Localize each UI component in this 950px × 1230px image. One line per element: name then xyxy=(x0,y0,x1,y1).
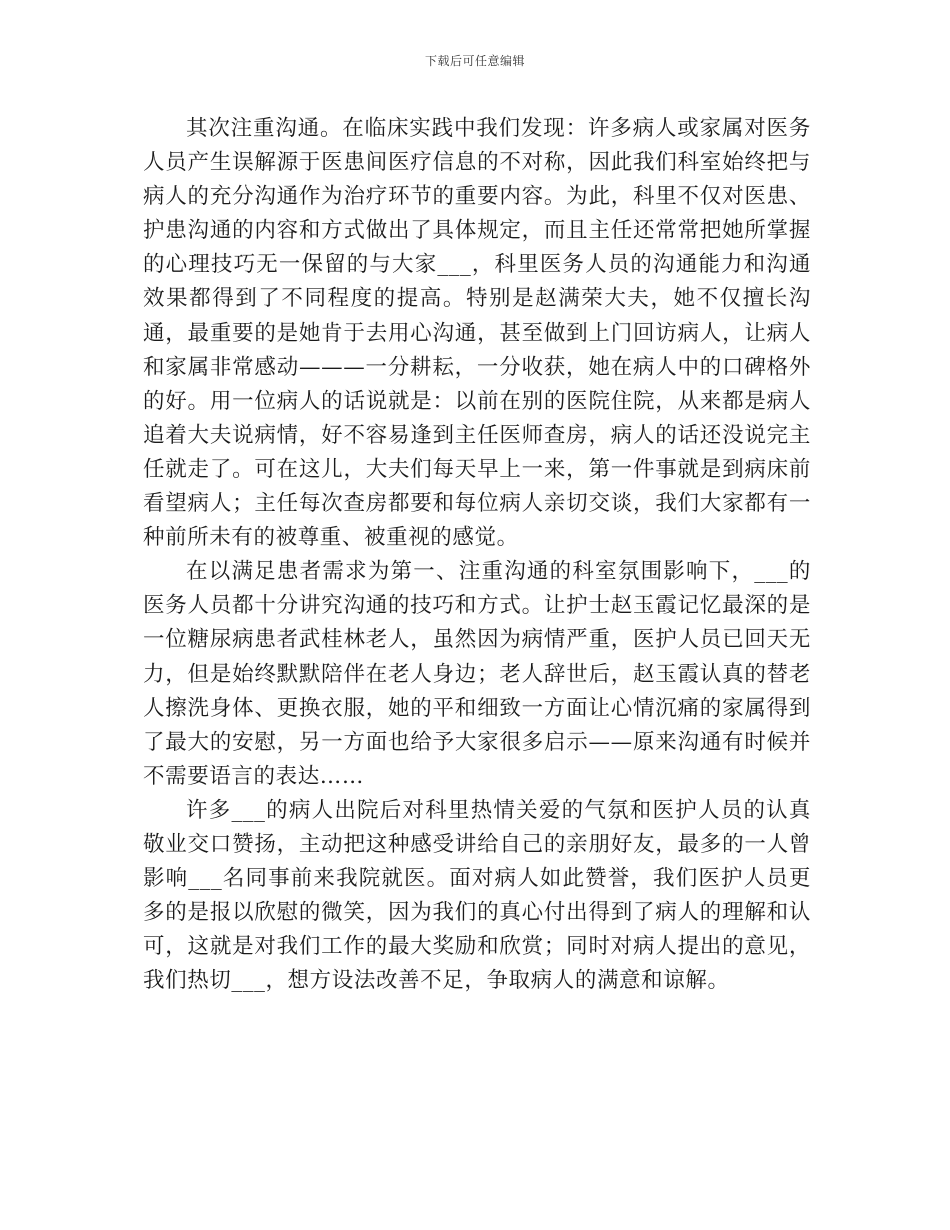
paragraph-communication: 其次注重沟通。在临床实践中我们发现：许多病人或家属对医务人员产生误解源于医患间医疗信息的不对称，因此我们科室始终把与病人的充分沟通作为治疗环节的重要内容。为此，科里不仅对医患、护患沟通的内容和方式做出了具体规定，而且主任还常常把她所掌握的心理技巧无一保留的与大家___，科里医务人员的沟通能力和沟通效果都得到了不同程度的提高。特别是赵满荣大夫，她不仅擅长沟通，最重要的是她肯于去用心沟通，甚至做到上门回访病人，让病人和家属非常感动———一分耕耘，一分收获，她在病人中的口碑格外的好。用一位病人的话说就是：以前在别的医院住院，从来都是病人追着大夫说病情，好不容易逢到主任医师查房，病人的话还没说完主任就走了。可在这儿，大夫们每天早上一来，第一件事就是到病床前看望病人；主任每次查房都要和每位病人亲切交谈，我们大家都有一种前所未有的被尊重、被重视的感觉。 xyxy=(143,116,811,551)
paragraph-praise: 许多___的病人出院后对科里热情关爱的气氛和医护人员的认真敬业交口赞扬，主动把这种感受讲给自己的亲朋好友，最多的一人曾影响___名同事前来我院就医。面对病人如此赞誉，我们医护人员更多的是报以欣慰的微笑，因为我们的真心付出得到了病人的理解和认可，这就是对我们工作的最大奖励和欣赏；同时对病人提出的意见，我们热切___，想方设法改善不足，争取病人的满意和谅解。 xyxy=(143,797,811,994)
paragraph-atmosphere: 在以满足患者需求为第一、注重沟通的科室氛围影响下，___的医务人员都十分讲究沟通的技巧和方式。让护士赵玉霞记忆最深的是一位糖尿病患者武桂林老人，虽然因为病情严重，医护人员已回天无力，但是始终默默陪伴在老人身边；老人辞世后，赵玉霞认真的替老人擦洗身体、更换衣服，她的平和细致一方面让心情沉痛的家属得到了最大的安慰，另一方面也给予大家很多启示——原来沟通有时候并不需要语言的表达…… xyxy=(143,559,811,789)
page-header: 下载后可任意编辑 xyxy=(424,54,525,68)
document-body xyxy=(143,112,811,998)
